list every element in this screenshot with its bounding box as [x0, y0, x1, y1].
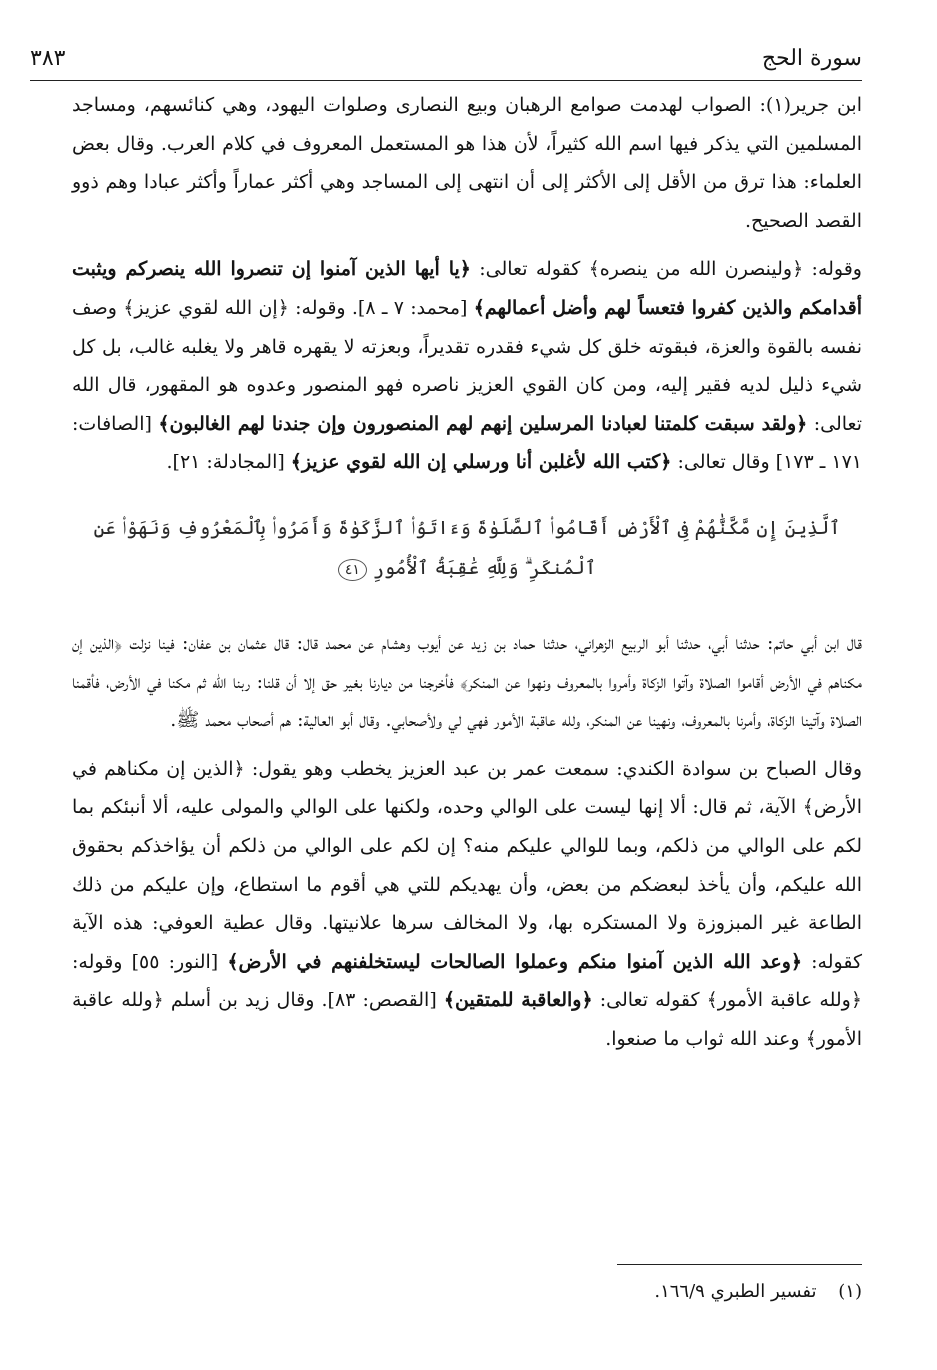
text-segment: ابن جرير(١): الصواب لهدمت صوامع الرهبان وبيع النصارى وصلوات اليهود، وهي كنائسهم، ومساجد المسلمين التي يذكر فيها اسم الله كثيراً، لأن هذا هو المستعمل المعروف في كلام العرب. وقال بعض العلماء: هذا ترق من الأقل إلى الأكثر إلى أن انتهى إلى المساجد وهي أكثر عماراً وأكثر عبادا وهم ذوو القصد الصحيح. — [72, 94, 862, 232]
surah-title: سورة الحج — [761, 46, 862, 71]
page-number: ٣٨٣ — [30, 46, 66, 71]
text-segment: وقوله: ﴿ولينصرن الله من ينصره﴾ كقوله تعالى: — [470, 258, 862, 281]
paragraph — [72, 624, 862, 740]
text-segment: فأخرجنا من ديارنا بغير حق إلا أن قلنا: ربنا الله ثم مكنا في الأرض، فأقمنا الصلاة وآتينا الزكاة، وأمرنا بالمعروف، ونهينا عن المنكر، ولله عاقبة الأمور فهي لي ولأصحابي. وقال أبو العالية: هم أصحاب محمد ﷺ. — [72, 670, 862, 732]
quran-quote: ﴿كتب الله لأغلبن أنا ورسلي إن الله لقوي عزيز﴾ — [290, 451, 672, 474]
footnote-number: (١) — [838, 1281, 862, 1302]
quran-quote: ﴿والعاقبة للمتقين﴾ — [443, 989, 593, 1012]
quran-verse — [82, 508, 852, 588]
quran-quote: ﴿وعد الله الذين آمنوا منكم وعملوا الصالحات ليستخلفنهم في الأرض﴾ — [227, 950, 802, 973]
text-segment: [الصافات: ١٧١ ـ ١٧٣] وقال تعالى: — [72, 412, 862, 474]
text-segment: [محمد: ٧ ـ ٨]. وقوله: ﴿إن الله لقوي عزيز﴾ وصف نفسه بالقوة والعزة، فبقوته خلق كل شيء فقدره تقديراً، وبعزته لا يقهره قاهر ولا يغلبه غالب، بل كل شيء ذليل لديه فقير إليه، ومن كان القوي العزيز ناصره فهو المنصور وعدوه هو المقهور، قال الله تعالى: — [72, 296, 862, 435]
text-segment: وقال الصباح بن سوادة الكندي: سمعت عمر بن عبد العزيز يخطب وهو يقول: ﴿الذين إن مكناهم في الأرض﴾ الآية، ثم قال: ألا إنها ليست على الوالي وحده، ولكنها على الوالي والمولى عليه، ألا أنبئكم بما لكم على الوالي من ذلكم، وبما للوالي عليكم منه؟ إن لكم على الوالي من ذلكم أن يؤاخذكم بحقوق الله عليكم، وأن يأخذ لبعضكم من بعض، وأن يهديكم للتي هي أقوم ما استطاع، وإن عليكم من ذلك الطاعة غير المبزوزة ولا المستكره بها، ولا المخالف سرها علانيتها. وقال عطية العوفي: هذه الآية كقوله: — [72, 757, 863, 973]
paragraph — [72, 750, 862, 1059]
footnote-text: تفسير الطبري ١٦٦/٩. — [654, 1281, 817, 1302]
text-segment: [النور: ٥٥] وقوله: ﴿ولله عاقبة الأمور﴾ كقوله تعالى: — [72, 950, 862, 1012]
commentary-section-2 — [72, 624, 862, 1059]
text-segment: ﴿الذين إن مكناهم في الأرض أقاموا الصلاة وآتوا الزكاة وأمروا بالمعروف ونهوا عن المنكر﴾ — [72, 631, 862, 693]
text-segment: [القصص: ٨٣]. وقال زيد بن أسلم ﴿ولله عاقبة الأمور﴾ وعند الله ثواب ما صنعوا. — [72, 989, 862, 1050]
quran-quote: ﴿يا أيها الذين آمنوا إن تنصروا الله ينصركم ويثبت أقدامكم والذين كفروا فتعساً لهم وأضل أعمالهم﴾ — [72, 258, 862, 319]
page-header — [30, 44, 862, 82]
text-segment: قال ابن أبي حاتم: حدثنا أبي، حدثنا أبو الربيع الزهراني، حدثنا حماد بن زيد عن أيوب وهشام عن محمد قال: قال عثمان بن عفان: فينا نزلت — [122, 631, 862, 654]
header-divider — [30, 80, 862, 81]
verse-text: ٱلَّذِينَ إِن مَّكَّنَّٰهُمْ فِى ٱلْأَرْضِ أَقَامُوا۟ ٱلصَّلَوٰةَ وَءَاتَوُا۟ ٱلزَّكَوٰةَ وَأَمَرُوا۟ بِٱلْمَعْرُوفِ وَنَهَوْا۟ عَنِ ٱلْمُنكَرِ ۗ وَلِلَّهِ عَٰقِبَةُ ٱلْأُمُورِ — [93, 516, 841, 579]
commentary-section-1 — [72, 86, 862, 482]
paragraph — [72, 250, 862, 482]
verse-number: ٤١ — [338, 559, 367, 581]
footnote-divider — [617, 1264, 862, 1265]
page-body — [72, 86, 862, 1058]
paragraph — [72, 86, 862, 240]
text-segment: [المجادلة: ٢١]. — [166, 451, 291, 474]
quran-quote: ﴿ولقد سبقت كلمتنا لعبادنا المرسلين إنهم لهم المنصورون وإن جندنا لهم الغالبون﴾ — [158, 412, 808, 435]
footnote — [362, 1278, 862, 1306]
